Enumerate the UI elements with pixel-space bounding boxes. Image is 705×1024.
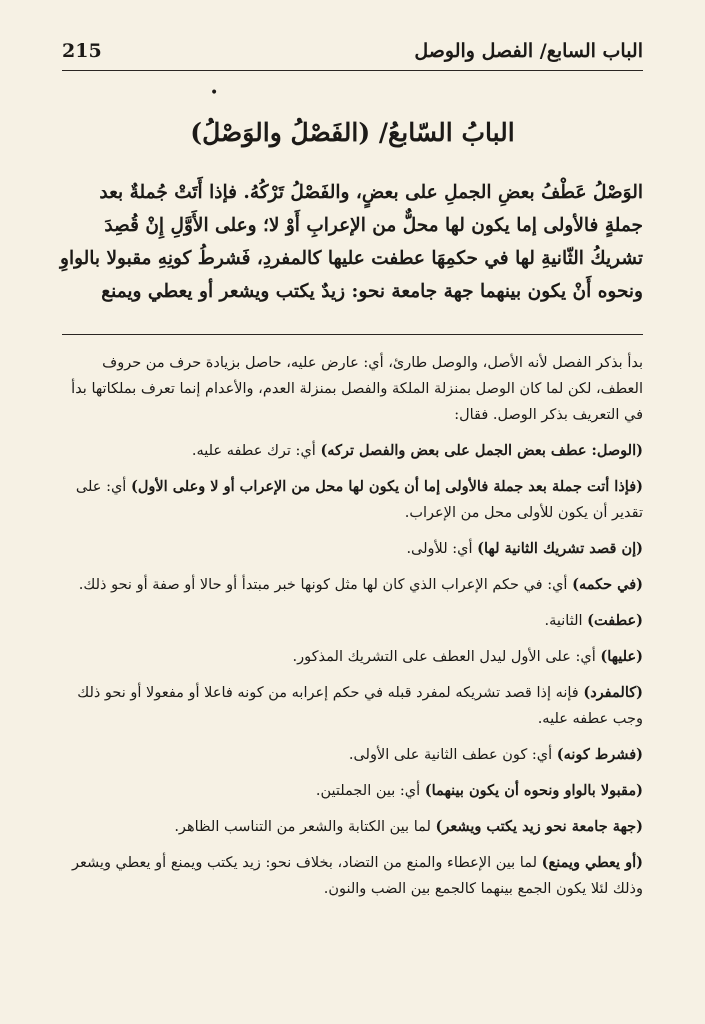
commentary-quote: (كالمفرد) (583, 684, 643, 701)
commentary-quote: (فشرط كونه) (556, 746, 643, 763)
commentary-quote: (أو يعطي ويمنع) (541, 854, 643, 871)
main-text-line: جملةٍ فالأولى إما يكون لها محلٌّ من الإعرابِ أَوْ لا؛ وعلى الأَوَّلِ إِنْ قُصِدَ (104, 215, 643, 236)
commentary-paragraph (62, 778, 643, 804)
page-header (62, 36, 643, 71)
commentary-text: أي: للأولى. (406, 541, 478, 557)
commentary-text: الثانية. (544, 613, 588, 629)
commentary-text: بدأ بذكر الفصل لأنه الأصل، والوصل طارئ، أي: عارض عليه، حاصل بزيادة حرف من حروف العطف، لكن لما كان الوصل بمنزلة الملكة والفصل بمنزلة العدم، والأعدام إنما تعرف بملكاتها بدأ في التعريف بذكر الوصل. فقال: (71, 355, 643, 423)
commentary-text: فإنه إذا قصد تشريكه لمفرد قبله في حكم إعرابه من كونه فاعلا أو مفعولا أو نحو ذلك وجب عطفه عليه. (77, 685, 643, 727)
commentary-quote: (جهة جامعة نحو زيد يكتب ويشعر) (435, 818, 643, 835)
commentary-paragraph (62, 814, 643, 840)
commentary-text: أي: بين الجملتين. (315, 783, 425, 799)
commentary-paragraph (62, 572, 643, 598)
main-text-line: تشريكُ الثّانيةِ لها في حكمِهَا عطفت عليها كالمفردِ، فَشرطُ كونِهِ مقبولا بالواوِ (60, 248, 643, 269)
main-text-line: ونحوه أَنْ يكون بينهما جهة جامعة نحو: زيدٌ يكتب ويشعر أو يعطي ويمنع (101, 281, 643, 302)
commentary-quote: (فإذا أتت جملة بعد جملة فالأولى إما أن يكون لها محل من الإعراب أو لا وعلى الأول) (130, 478, 643, 495)
commentary-text: أي: على الأول ليدل العطف على التشريك المذكور. (292, 649, 601, 665)
commentary-paragraph (62, 680, 643, 732)
page-number: 215 (62, 40, 102, 62)
commentary-quote: (عليها) (600, 648, 643, 665)
commentary-quote: (مقبولا بالواو ونحوه أن يكون بينهما) (424, 782, 643, 799)
commentary-paragraph (62, 350, 643, 428)
chapter-title: البابُ السّابعُ/ (الفَصْلُ والوَصْلُ) (190, 118, 515, 147)
commentary-paragraph (62, 474, 643, 526)
commentary-text: أي: على تقدير أن يكون للأولى محل من الإعراب. (75, 479, 643, 521)
commentary-text: أي: كون عطف الثانية على الأولى. (348, 747, 557, 763)
commentary-text: لما بين الكتابة والشعر من التناسب الظاهر. (174, 819, 436, 835)
commentary (62, 350, 643, 902)
commentary-paragraph (62, 644, 643, 670)
commentary-quote: (في حكمه) (572, 576, 643, 593)
commentary-paragraph (62, 438, 643, 464)
commentary-paragraph (62, 608, 643, 634)
commentary-text: أي: ترك عطفه عليه. (191, 443, 321, 459)
commentary-text: أي: في حكم الإعراب الذي كان لها مثل كونها خبر مبتدأ أو حالا أو صفة أو نحو ذلك. (78, 577, 573, 593)
commentary-quote: (عطفت) (587, 612, 643, 629)
commentary-text: لما بين الإعطاء والمنع من التضاد، بخلاف نحو: زيد يكتب ويمنع أو يعطي ويشعر وذلك لئلا يكون الجمع بينهما كالجمع بين الضب والنون. (71, 855, 643, 897)
commentary-paragraph (62, 850, 643, 902)
commentary-paragraph (62, 536, 643, 562)
main-text-line: الوَصْلُ عَطْفُ بعضِ الجملِ على بعضٍ، والفَصْلُ تَرْكُهُ. فإذا أَتَتْ جُملةٌ بعد (99, 182, 643, 203)
separator-rule (62, 334, 643, 335)
commentary-quote: (إن قصد تشريك الثانية لها) (477, 540, 643, 557)
running-title: الباب السابع/ الفصل والوصل (414, 40, 643, 62)
commentary-quote: (الوصل: عطف بعض الجمل على بعض والفصل تركه) (320, 442, 643, 459)
title-ornament: • (210, 85, 219, 101)
main-text (62, 176, 643, 308)
commentary-paragraph (62, 742, 643, 768)
